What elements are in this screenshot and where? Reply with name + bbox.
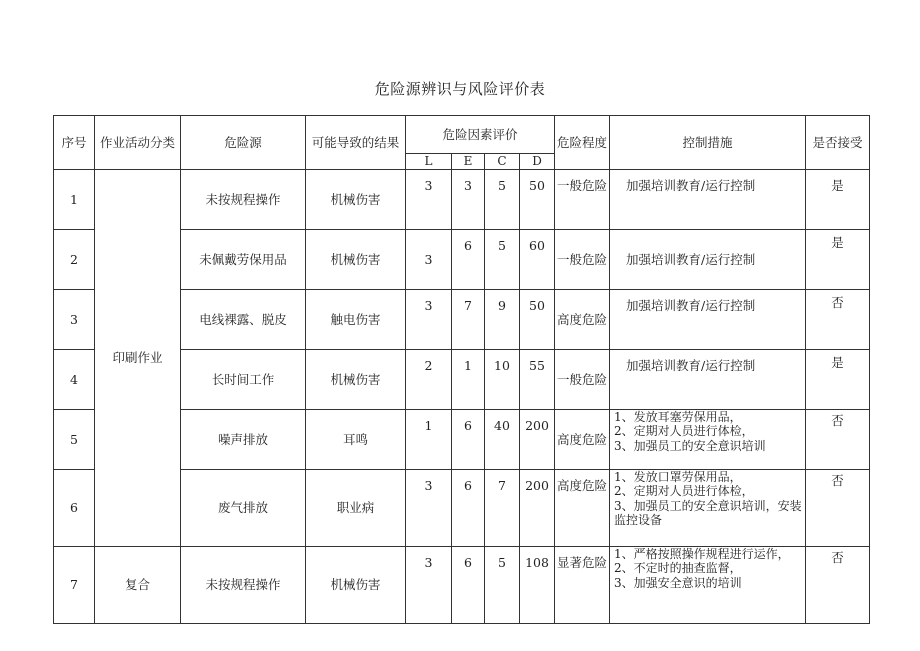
cell-result: 机械伤害: [306, 547, 406, 624]
cell-D: 55: [520, 350, 555, 410]
control-item: 2、定期对人员进行体检，: [614, 424, 754, 439]
header-L: L: [406, 154, 452, 170]
header-result: 可能导致的结果: [306, 116, 406, 170]
cell-D: 60: [520, 230, 555, 290]
cell-accept: 是: [806, 230, 870, 290]
cell-degree: 高度危险: [555, 470, 610, 547]
cell-L: 3: [406, 170, 452, 230]
header-accept: 是否接受: [806, 116, 870, 170]
cell-C: 40: [485, 410, 520, 470]
cell-hazard: 未按规程操作: [181, 547, 306, 624]
cell-degree: 一般危险: [555, 170, 610, 230]
header-seq: 序号: [54, 116, 95, 170]
cell-hazard: 长时间工作: [181, 350, 306, 410]
cell-L: 3: [406, 470, 452, 547]
cell-degree: 高度危险: [555, 290, 610, 350]
cell-accept: 否: [806, 290, 870, 350]
control-item: 3、加强安全意识的培训: [614, 575, 742, 590]
cell-result: 机械伤害: [306, 230, 406, 290]
cell-D: 200: [520, 410, 555, 470]
cell-hazard: 废气排放: [181, 470, 306, 547]
cell-seq: 4: [54, 350, 95, 410]
header-C: C: [485, 154, 520, 170]
risk-table: [53, 115, 870, 624]
cell-E: 6: [452, 410, 485, 470]
cell-C: 10: [485, 350, 520, 410]
table-row: [54, 547, 870, 624]
control-item: 1、发放耳塞劳保用品，: [614, 410, 742, 424]
control-item: 3、加强员工的安全意识培训: [614, 438, 766, 453]
cell-L: 3: [406, 290, 452, 350]
cell-seq: 7: [54, 547, 95, 624]
cell-control: 加强培训教育/运行控制: [610, 290, 806, 350]
cell-C: 9: [485, 290, 520, 350]
cell-C: 5: [485, 230, 520, 290]
cell-D: 50: [520, 290, 555, 350]
cell-C: 5: [485, 547, 520, 624]
header-degree: 危险程度: [555, 116, 610, 170]
cell-accept: 否: [806, 410, 870, 470]
cell-seq: 2: [54, 230, 95, 290]
control-item: 3、加强员工的安全意识培训，安装监控设备: [614, 498, 802, 528]
cell-hazard: 电线裸露、脱皮: [181, 290, 306, 350]
cell-degree: 一般危险: [555, 230, 610, 290]
cell-control: [610, 410, 806, 470]
cell-seq: 3: [54, 290, 95, 350]
control-item: 1、发放口罩劳保用品，: [614, 470, 742, 484]
cell-degree: 一般危险: [555, 350, 610, 410]
cell-D: 108: [520, 547, 555, 624]
header-E: E: [452, 154, 485, 170]
page-title: 危险源辨识与风险评价表: [374, 80, 546, 98]
cell-control: [610, 547, 806, 624]
cell-E: 1: [452, 350, 485, 410]
cell-E: 6: [452, 547, 485, 624]
header-hazard: 危险源: [181, 116, 306, 170]
cell-control: [610, 470, 806, 547]
header-factor-eval: 危险因素评价: [406, 116, 555, 154]
cell-L: 3: [406, 230, 452, 290]
activity-group-composite: 复合: [95, 547, 181, 624]
control-item: 2、定期对人员进行体检，: [614, 484, 754, 499]
header-control: 控制措施: [610, 116, 806, 170]
cell-result: 职业病: [306, 470, 406, 547]
cell-hazard: 未按规程操作: [181, 170, 306, 230]
header-D: D: [520, 154, 555, 170]
cell-E: 6: [452, 470, 485, 547]
cell-control: 加强培训教育/运行控制: [610, 170, 806, 230]
cell-accept: 否: [806, 547, 870, 624]
cell-degree: 显著危险: [555, 547, 610, 624]
cell-D: 200: [520, 470, 555, 547]
cell-result: 机械伤害: [306, 170, 406, 230]
control-item: 2、不定时的抽查监督，: [614, 561, 742, 576]
cell-E: 7: [452, 290, 485, 350]
control-item: 1、严格按照操作规程进行运作，: [614, 547, 790, 561]
header-activity: 作业活动分类: [95, 116, 181, 170]
cell-control: 加强培训教育/运行控制: [610, 350, 806, 410]
cell-D: 50: [520, 170, 555, 230]
cell-control: 加强培训教育/运行控制: [610, 230, 806, 290]
cell-L: 1: [406, 410, 452, 470]
cell-hazard: 噪声排放: [181, 410, 306, 470]
cell-seq: 6: [54, 470, 95, 547]
cell-result: 触电伤害: [306, 290, 406, 350]
cell-accept: 是: [806, 170, 870, 230]
cell-C: 5: [485, 170, 520, 230]
cell-C: 7: [485, 470, 520, 547]
cell-E: 3: [452, 170, 485, 230]
cell-seq: 1: [54, 170, 95, 230]
cell-accept: 是: [806, 350, 870, 410]
cell-result: 机械伤害: [306, 350, 406, 410]
cell-degree: 高度危险: [555, 410, 610, 470]
cell-E: 6: [452, 230, 485, 290]
cell-L: 2: [406, 350, 452, 410]
table-row: [54, 170, 870, 230]
cell-hazard: 未佩戴劳保用品: [181, 230, 306, 290]
cell-accept: 否: [806, 470, 870, 547]
cell-seq: 5: [54, 410, 95, 470]
cell-result: 耳鸣: [306, 410, 406, 470]
cell-L: 3: [406, 547, 452, 624]
activity-group-print: 印刷作业: [95, 170, 181, 547]
